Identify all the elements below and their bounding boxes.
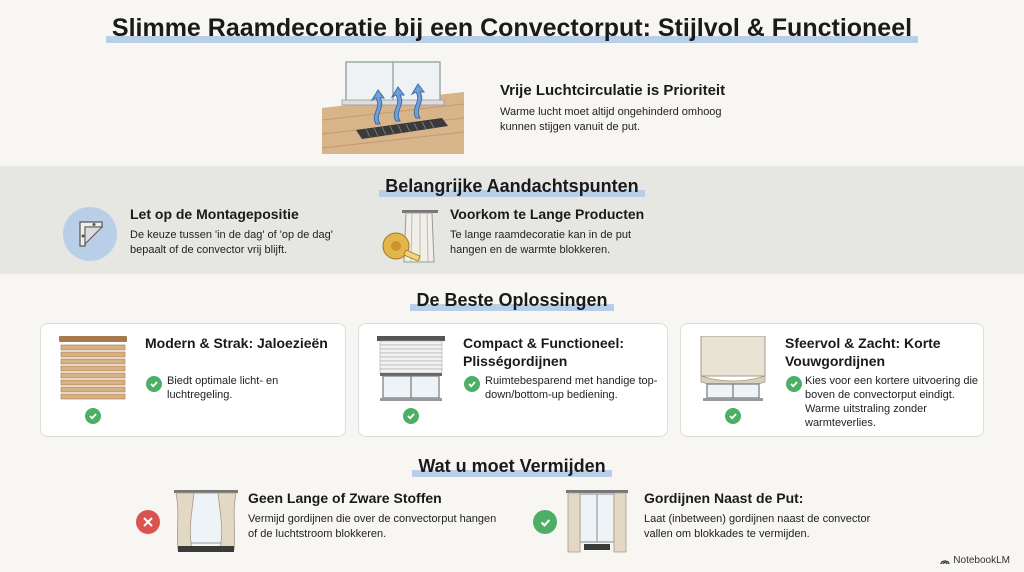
long-curtain-icon — [174, 488, 238, 554]
check-icon — [786, 376, 802, 392]
side-curtains-icon — [566, 490, 628, 554]
check-icon — [464, 376, 480, 392]
cross-icon — [136, 510, 160, 534]
solution-card-pleated — [358, 323, 668, 437]
attention-item-text: Te lange raamdecoratie kan in de put hangen en de warmte blokkeren. — [450, 229, 632, 256]
solution-title: Sfeervol & Zacht: Korte Vouwgordijnen — [785, 335, 941, 369]
attention-item-length — [380, 206, 650, 264]
solution-title: Modern & Strak: Jaloezieën — [145, 335, 328, 351]
check-icon — [146, 376, 162, 392]
solutions-heading: De Beste Oplossingen — [416, 290, 608, 310]
hero-text — [500, 82, 760, 135]
attention-item-title: Let op de Montagepositie — [130, 206, 299, 222]
brand-text: NotebookLM — [953, 555, 1010, 566]
check-icon — [85, 408, 101, 424]
avoid-item-text: Vermijd gordijnen die over de convectorput hangen of de luchtstroom blokkeren. — [248, 513, 497, 540]
attention-item-mounting — [62, 206, 350, 262]
convector-window-illustration — [322, 58, 464, 154]
check-icon — [533, 510, 557, 534]
bracket-icon — [62, 206, 118, 262]
hero-description: Warme lucht moet altijd ongehinderd omhoog kunnen stijgen vanuit de put. — [500, 106, 722, 133]
solution-text: Ruimtebesparend met handige top-down/bottom-up bediening. — [485, 375, 658, 401]
avoid-item-side-curtains — [644, 490, 894, 542]
avoid-item-long-fabrics — [248, 490, 508, 542]
solution-title: Compact & Functioneel: Plisségordijnen — [463, 335, 625, 369]
check-icon — [725, 408, 741, 424]
avoid-item-text: Laat (inbetween) gordijnen naast de convector vallen om blokkades te vermijden. — [644, 513, 871, 540]
solution-card-roman — [680, 323, 984, 437]
brand-label — [940, 555, 1010, 566]
attention-item-title: Voorkom te Lange Producten — [450, 206, 645, 222]
solution-text: Biedt optimale licht- en luchtregeling. — [167, 375, 279, 401]
attention-item-text: De keuze tussen 'in de dag' of 'op de dag' bepaalt of de convector vrij blijft. — [130, 229, 333, 256]
avoid-item-title: Geen Lange of Zware Stoffen — [248, 490, 442, 506]
avoid-heading: Wat u moet Vermijden — [418, 456, 606, 476]
check-icon — [403, 408, 419, 424]
solution-card-venetian — [40, 323, 346, 437]
solution-text: Kies voor een kortere uitvoering die boven de convectorput eindigt. Warme uitstraling zonder warmteverlies. — [805, 375, 979, 429]
notebooklm-icon — [940, 557, 950, 565]
avoid-item-title: Gordijnen Naast de Put: — [644, 490, 804, 506]
attention-heading: Belangrijke Aandachtspunten — [385, 176, 639, 196]
venetian-blind-icon — [59, 336, 127, 402]
hero-heading: Vrije Luchtcirculatie is Prioriteit — [500, 82, 726, 99]
measuring-tape-curtain-icon — [380, 206, 440, 264]
pleated-blind-icon — [377, 336, 445, 402]
roman-shade-icon — [699, 336, 767, 402]
page-title: Slimme Raamdecoratie bij een Convectorput: Stijlvol & Functioneel — [111, 14, 913, 42]
